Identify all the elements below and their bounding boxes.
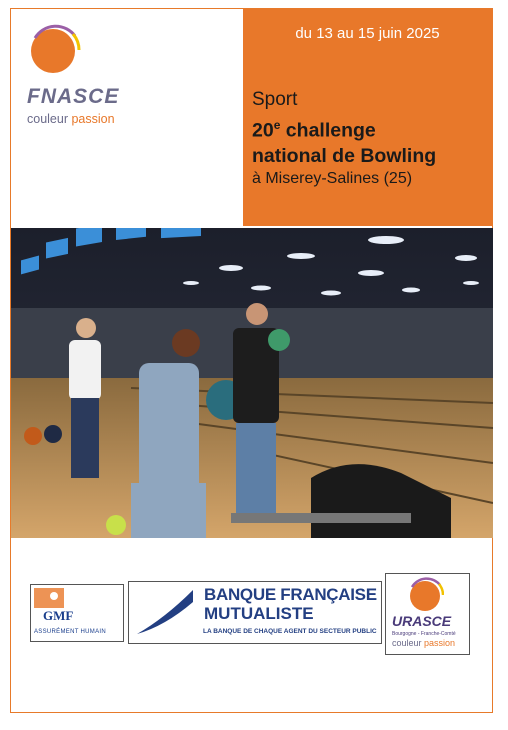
bfm-tagline: LA BANQUE DE CHAQUE AGENT DU SECTEUR PUBLIC <box>203 628 377 635</box>
gmf-name: GMF <box>43 608 74 623</box>
event-title <box>252 113 436 169</box>
title-line2: national de Bowling <box>252 144 437 167</box>
fnasce-tagline <box>27 112 115 126</box>
urasce-circle-icon <box>408 577 444 613</box>
fnasce-tagline-plain: couleur <box>27 112 72 126</box>
event-header <box>243 9 492 226</box>
fnasce-circle-icon <box>29 24 81 76</box>
fnasce-logo <box>11 9 243 226</box>
urasce-logo <box>385 573 470 655</box>
title-line1: challenge <box>280 119 376 142</box>
bfm-name-line2: MUTUALISTE <box>204 604 314 623</box>
urasce-tagline <box>392 638 455 648</box>
fnasce-tagline-accent: passion <box>71 112 115 126</box>
gmf-figure-icon <box>34 588 64 608</box>
event-category: Sport <box>252 89 298 110</box>
fnasce-name: FNASCE <box>27 85 120 108</box>
urasce-name: URASCE <box>392 613 452 629</box>
bfm-logo <box>128 581 382 644</box>
title-ordinal-suffix: e <box>273 118 281 132</box>
sponsors-section <box>11 540 493 710</box>
gmf-tagline: ASSURÉMENT HUMAIN <box>34 629 106 635</box>
event-location: à Miserey-Salines (25) <box>252 170 413 187</box>
bfm-name-line1: BANQUE FRANÇAISE <box>204 585 377 604</box>
title-ordinal: 20 <box>252 119 274 142</box>
urasce-tagline-plain: couleur <box>392 638 425 648</box>
event-date: du 13 au 15 juin 2025 <box>295 25 440 42</box>
urasce-tagline-accent: passion <box>424 638 456 648</box>
bfm-swoosh-icon <box>135 588 195 636</box>
urasce-region: Bourgogne - Franche-Comté <box>392 631 456 637</box>
gmf-logo <box>30 584 124 642</box>
bowling-alley-photo <box>11 228 493 538</box>
